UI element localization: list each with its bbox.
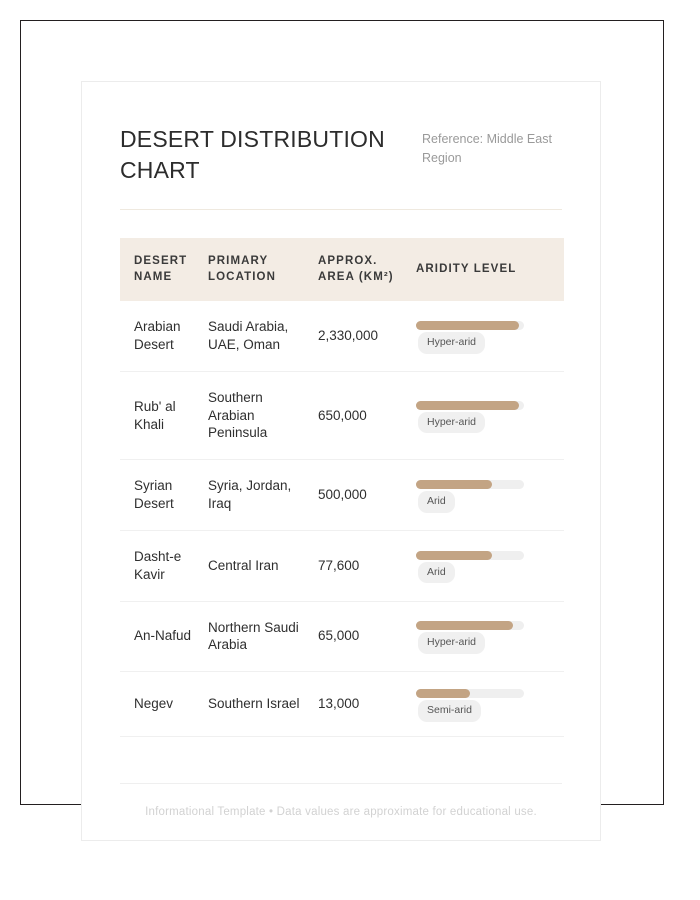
cell-aridity-level [416,672,564,737]
status-badge: Semi-arid [418,700,481,722]
cell-approx-area: 65,000 [318,601,416,672]
status-badge: Hyper-arid [418,412,485,434]
aridity-meter [416,551,556,581]
cell-approx-area: 2,330,000 [318,301,416,371]
footer-divider [120,783,562,784]
status-badge: Hyper-arid [418,332,485,354]
cell-desert-name: An-Nafud [120,601,208,672]
aridity-meter-fill [416,401,519,410]
page-title: DESERT DISTRIBUTION CHART [120,126,385,183]
column-header-desert-name: DESERT NAME [134,255,188,283]
column-header-aridity-level: ARIDITY LEVEL [416,262,517,275]
cell-primary-location: Southern Arabian Peninsula [208,371,318,459]
card-header [120,124,562,185]
status-badge: Arid [418,562,455,584]
cell-primary-location: Southern Israel [208,672,318,737]
aridity-meter-fill [416,321,519,330]
aridity-meter-fill [416,621,513,630]
aridity-meter [416,321,556,351]
cell-approx-area: 13,000 [318,672,416,737]
aridity-meter [416,621,556,651]
table-row [120,672,564,737]
status-badge: Arid [418,491,455,513]
reference-note: Reference: Middle East Region [422,132,552,166]
cell-primary-location: Syria, Jordan, Iraq [208,460,318,531]
aridity-meter [416,689,556,719]
cell-primary-location: Saudi Arabia, UAE, Oman [208,301,318,371]
cell-primary-location: Central Iran [208,530,318,601]
cell-desert-name: Arabian Desert [120,301,208,371]
cell-approx-area: 650,000 [318,371,416,459]
aridity-meter-fill [416,480,492,489]
cell-desert-name: Rub' al Khali [120,371,208,459]
footer-note: Informational Template • Data values are approximate for educational use. [145,806,537,819]
aridity-meter [416,401,556,431]
table-row [120,301,564,371]
cell-approx-area: 500,000 [318,460,416,531]
cell-aridity-level [416,460,564,531]
cell-aridity-level [416,530,564,601]
cell-primary-location: Northern Saudi Arabia [208,601,318,672]
cell-desert-name: Dasht-e Kavir [120,530,208,601]
title-divider [120,209,562,210]
table-row [120,530,564,601]
document-frame [20,20,664,819]
desert-distribution-table [120,238,564,737]
cell-approx-area: 77,600 [318,530,416,601]
cell-aridity-level [416,371,564,459]
aridity-meter-fill [416,689,470,698]
table-row [120,371,564,459]
status-badge: Hyper-arid [418,632,485,654]
chart-card [81,81,601,841]
aridity-meter [416,480,556,510]
table-body [120,301,564,736]
table-row [120,601,564,672]
table-row [120,460,564,531]
cell-aridity-level [416,301,564,371]
column-header-approx-area: APPROX. AREA (KM²) [318,255,394,283]
cell-aridity-level [416,601,564,672]
column-header-primary-location: PRIMARY LOCATION [208,255,276,283]
aridity-meter-fill [416,551,492,560]
table-header-row [120,238,564,301]
cell-desert-name: Negev [120,672,208,737]
cell-desert-name: Syrian Desert [120,460,208,531]
